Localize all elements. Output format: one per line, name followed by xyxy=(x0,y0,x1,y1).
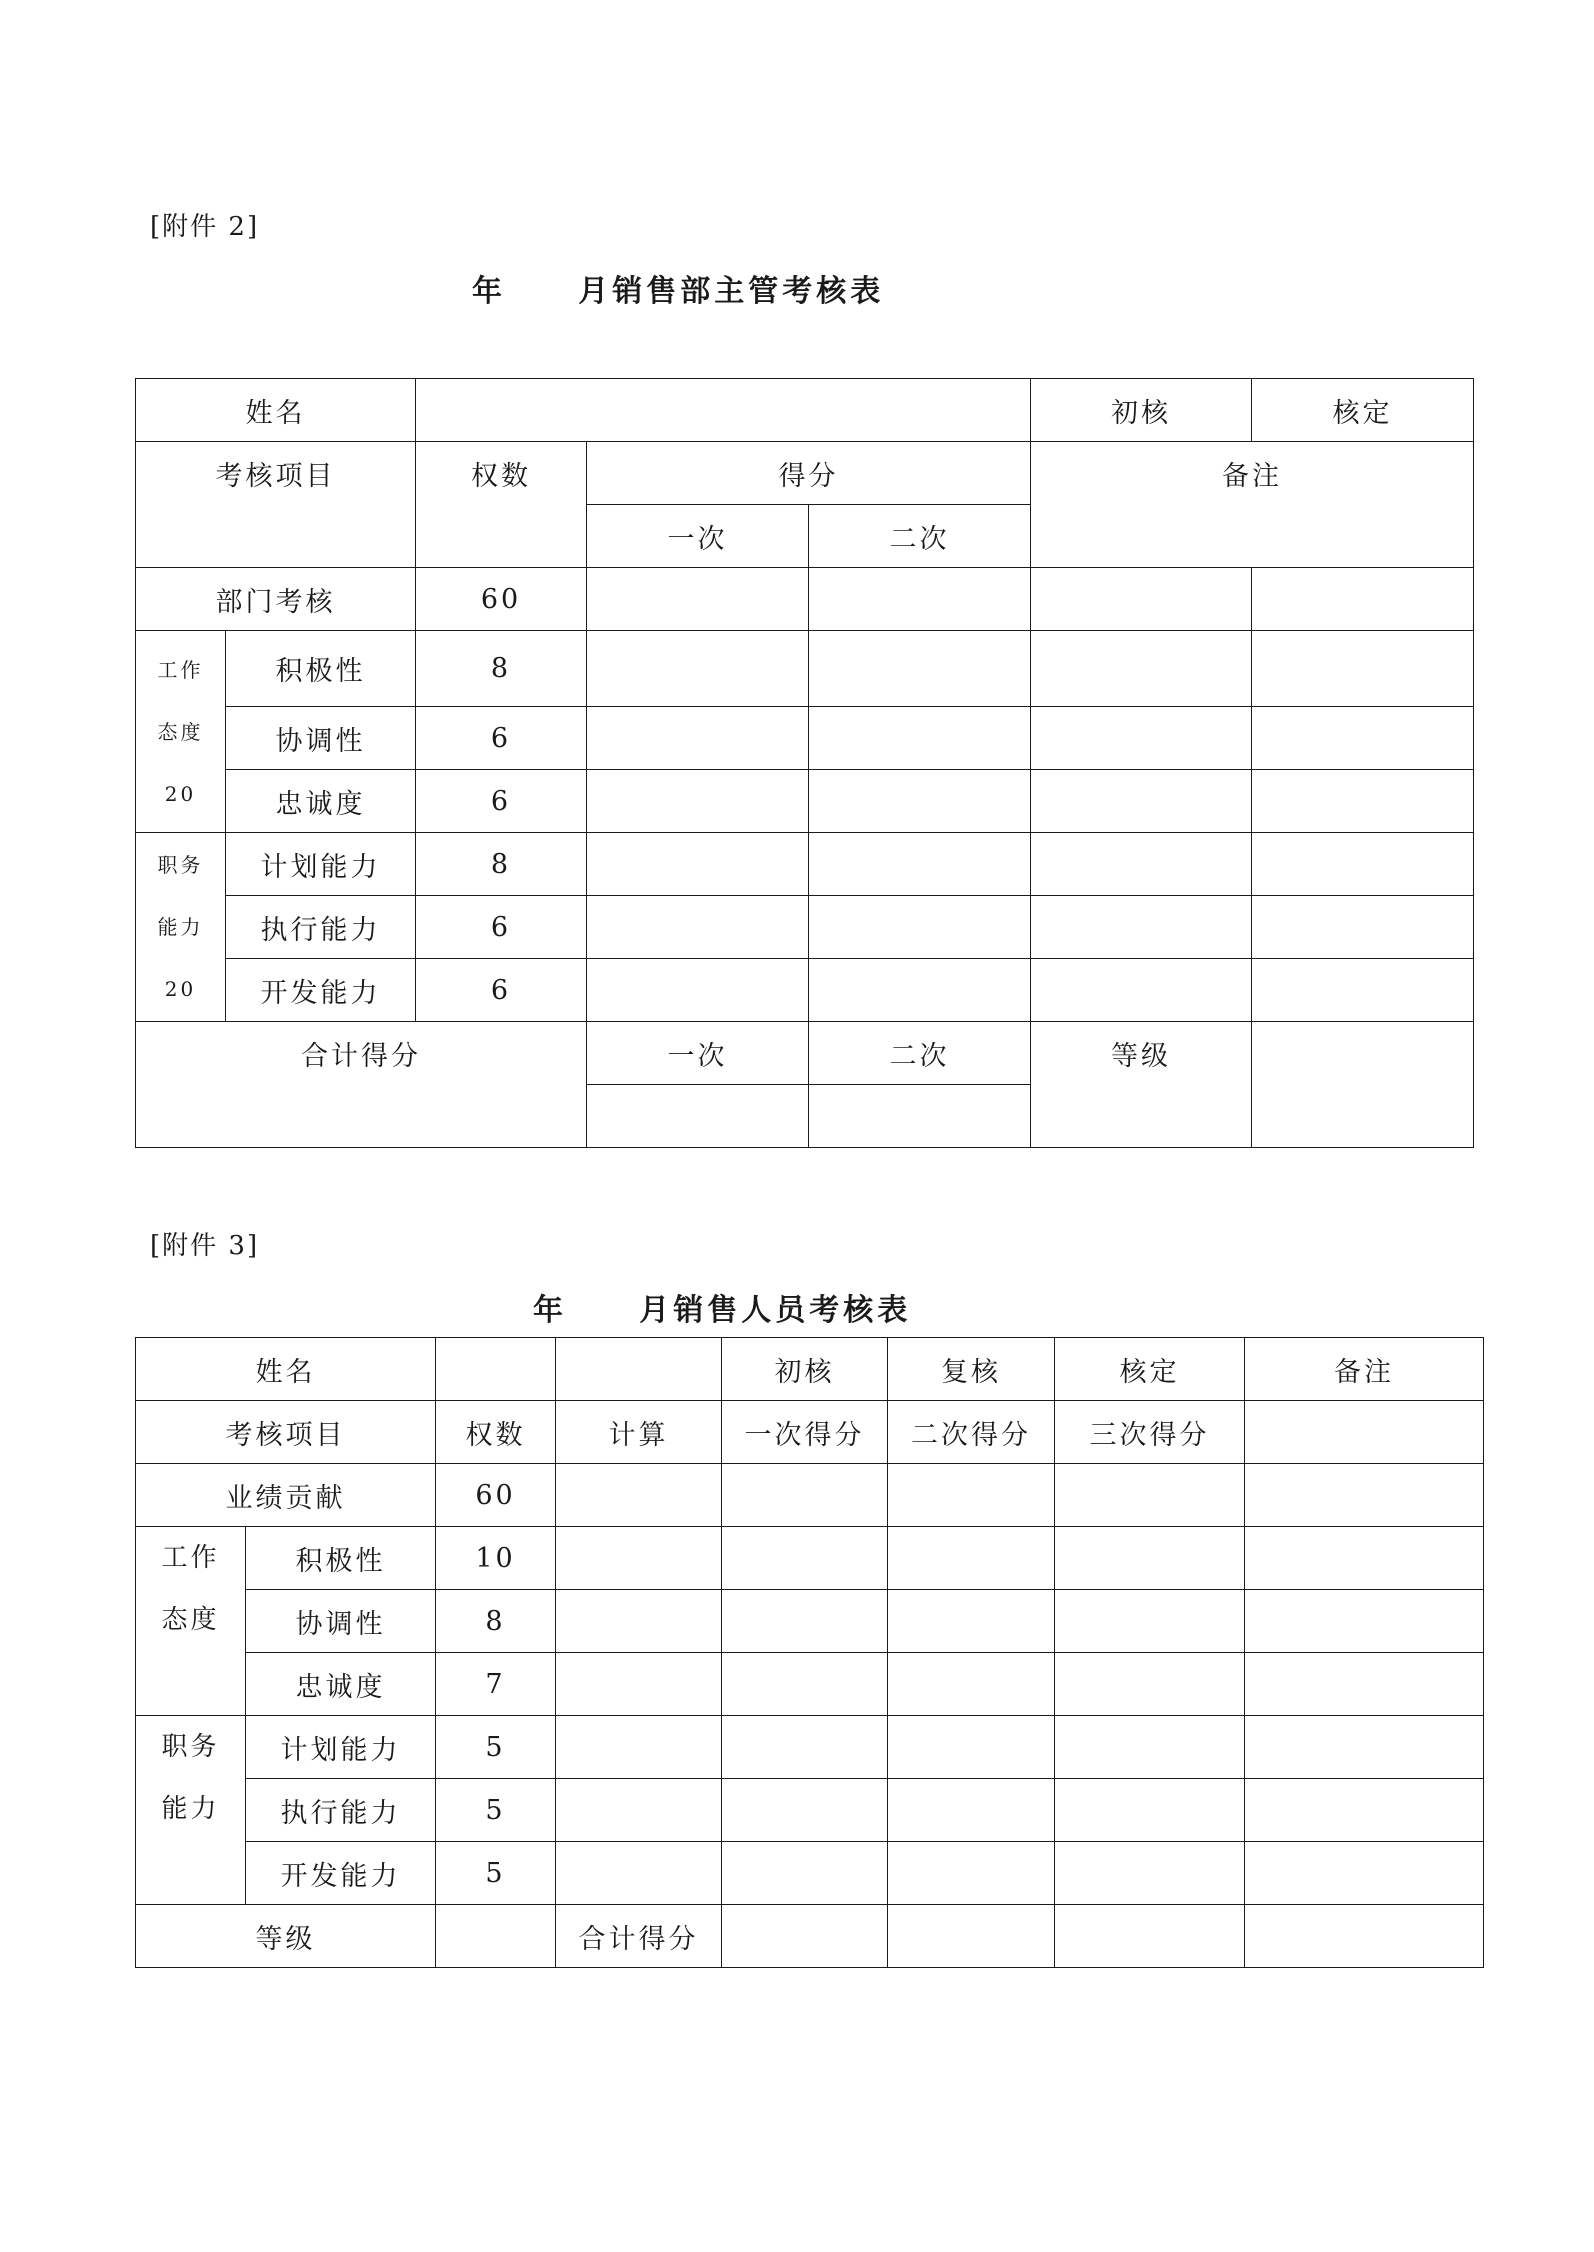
name-label: 姓名 xyxy=(136,379,416,442)
score-cell[interactable] xyxy=(587,707,809,770)
item-weight: 5 xyxy=(436,1779,556,1842)
item-weight: 6 xyxy=(416,896,587,959)
item-weight: 6 xyxy=(416,959,587,1022)
supervisor-assessment-table xyxy=(135,378,1474,1148)
grade-value-cell[interactable] xyxy=(1252,1022,1474,1148)
item-weight: 6 xyxy=(416,707,587,770)
score-cell[interactable] xyxy=(1055,1527,1245,1590)
item-label: 执行能力 xyxy=(246,1779,436,1842)
second-review-header: 复核 xyxy=(888,1338,1055,1401)
item-label: 计划能力 xyxy=(226,833,416,896)
weight-header: 权数 xyxy=(436,1401,556,1464)
score-cell[interactable] xyxy=(888,1527,1055,1590)
item-header: 考核项目 xyxy=(136,442,416,568)
score-cell[interactable] xyxy=(587,896,809,959)
score-cell[interactable] xyxy=(1055,1653,1245,1716)
score-cell[interactable] xyxy=(1055,1842,1245,1905)
score-cell[interactable] xyxy=(587,770,809,833)
group-label-line: 职务 xyxy=(157,853,204,877)
score-cell[interactable] xyxy=(809,631,1031,707)
sales-staff-assessment-table xyxy=(135,1337,1484,1968)
group-weight: 20 xyxy=(164,977,197,1001)
remark-cell[interactable] xyxy=(1245,1842,1484,1905)
calc-cell[interactable] xyxy=(556,1716,722,1779)
attachment-3-label: [附件 3] xyxy=(150,1231,260,1261)
third-score-header: 三次得分 xyxy=(1055,1401,1245,1464)
item-label: 忠诚度 xyxy=(246,1653,436,1716)
total-score-label: 合计得分 xyxy=(136,1022,587,1148)
group-weight: 20 xyxy=(164,781,197,806)
calc-cell[interactable] xyxy=(556,1527,722,1590)
job-ability-group xyxy=(136,833,226,1022)
total-second-cell[interactable] xyxy=(809,1085,1031,1148)
remark-cell[interactable] xyxy=(1252,568,1474,631)
score-cell[interactable] xyxy=(888,1779,1055,1842)
name-label: 姓名 xyxy=(136,1338,436,1401)
item-header: 考核项目 xyxy=(136,1401,436,1464)
total-cell[interactable] xyxy=(1055,1905,1245,1968)
score-header: 得分 xyxy=(587,442,1031,505)
total-score-label: 合计得分 xyxy=(556,1905,722,1968)
remark-cell[interactable] xyxy=(1031,707,1252,770)
total-first-cell[interactable] xyxy=(587,1085,809,1148)
remark-cell[interactable] xyxy=(1245,1527,1484,1590)
score-cell[interactable] xyxy=(722,1464,888,1527)
performance-label: 业绩贡献 xyxy=(136,1464,436,1527)
score-cell[interactable] xyxy=(809,959,1031,1022)
initial-review-header: 初核 xyxy=(1031,379,1252,442)
group-label-line: 能力 xyxy=(157,915,204,939)
performance-weight: 60 xyxy=(436,1464,556,1527)
work-attitude-group xyxy=(136,1527,246,1716)
initial-review-header: 初核 xyxy=(722,1338,888,1401)
item-label: 协调性 xyxy=(226,707,416,770)
group-label-line: 态度 xyxy=(161,1605,220,1635)
remark-cell[interactable] xyxy=(1245,1401,1484,1464)
score-cell[interactable] xyxy=(722,1653,888,1716)
remark-cell[interactable] xyxy=(1245,1590,1484,1653)
supervisor-assessment-title: 年 月销售部主管考核表 xyxy=(472,274,885,309)
calc-cell[interactable] xyxy=(556,1779,722,1842)
item-label: 开发能力 xyxy=(246,1842,436,1905)
remark-cell[interactable] xyxy=(1245,1464,1484,1527)
remark-cell[interactable] xyxy=(1252,896,1474,959)
remark-cell[interactable] xyxy=(1245,1653,1484,1716)
item-label: 积极性 xyxy=(226,631,416,707)
blank-cell[interactable] xyxy=(556,1338,722,1401)
score-cell[interactable] xyxy=(888,1653,1055,1716)
second-score-header: 二次得分 xyxy=(888,1401,1055,1464)
remark-cell[interactable] xyxy=(1031,631,1252,707)
remark-cell[interactable] xyxy=(1031,959,1252,1022)
score-cell[interactable] xyxy=(587,833,809,896)
remark-cell[interactable] xyxy=(1031,833,1252,896)
score-cell[interactable] xyxy=(722,1842,888,1905)
score-cell[interactable] xyxy=(888,1464,1055,1527)
score-cell[interactable] xyxy=(809,770,1031,833)
calc-cell[interactable] xyxy=(556,1653,722,1716)
first-score-header: 一次得分 xyxy=(722,1401,888,1464)
remark-cell[interactable] xyxy=(1252,631,1474,707)
score-cell[interactable] xyxy=(888,1716,1055,1779)
calc-header: 计算 xyxy=(556,1401,722,1464)
dept-review-weight: 60 xyxy=(416,568,587,631)
remark-header: 备注 xyxy=(1031,442,1474,568)
total-first-header: 一次 xyxy=(587,1022,809,1085)
final-review-header: 核定 xyxy=(1252,379,1474,442)
remark-cell[interactable] xyxy=(1252,770,1474,833)
remark-cell[interactable] xyxy=(1252,833,1474,896)
remark-cell[interactable] xyxy=(1252,959,1474,1022)
score-cell[interactable] xyxy=(1055,1716,1245,1779)
grade-value-cell[interactable] xyxy=(436,1905,556,1968)
group-label-line: 工作 xyxy=(161,1543,220,1573)
score-cell[interactable] xyxy=(722,1590,888,1653)
total-cell[interactable] xyxy=(1245,1905,1484,1968)
item-label: 计划能力 xyxy=(246,1716,436,1779)
group-label-line: 态度 xyxy=(157,719,204,744)
group-label-line: 能力 xyxy=(161,1794,220,1824)
calc-cell[interactable] xyxy=(556,1590,722,1653)
grade-label: 等级 xyxy=(136,1905,436,1968)
item-weight: 7 xyxy=(436,1653,556,1716)
score-cell[interactable] xyxy=(888,1842,1055,1905)
score-cell[interactable] xyxy=(809,833,1031,896)
score-cell[interactable] xyxy=(1055,1590,1245,1653)
total-cell[interactable] xyxy=(722,1905,888,1968)
item-weight: 5 xyxy=(436,1842,556,1905)
item-weight: 8 xyxy=(436,1590,556,1653)
item-label: 积极性 xyxy=(246,1527,436,1590)
job-ability-group xyxy=(136,1716,246,1905)
sales-staff-assessment-title: 年 月销售人员考核表 xyxy=(533,1293,912,1328)
work-attitude-group xyxy=(136,631,226,833)
group-label-line: 职务 xyxy=(161,1732,220,1762)
remark-cell[interactable] xyxy=(1031,770,1252,833)
item-weight: 6 xyxy=(416,770,587,833)
item-label: 协调性 xyxy=(246,1590,436,1653)
grade-label: 等级 xyxy=(1031,1022,1252,1148)
first-score-header: 一次 xyxy=(587,505,809,568)
weight-header: 权数 xyxy=(416,442,587,568)
remark-header: 备注 xyxy=(1245,1338,1484,1401)
second-score-header: 二次 xyxy=(809,505,1031,568)
score-cell[interactable] xyxy=(722,1716,888,1779)
calc-cell[interactable] xyxy=(556,1464,722,1527)
final-review-header: 核定 xyxy=(1055,1338,1245,1401)
item-weight: 8 xyxy=(416,833,587,896)
score-cell[interactable] xyxy=(587,631,809,707)
item-label: 执行能力 xyxy=(226,896,416,959)
total-second-header: 二次 xyxy=(809,1022,1031,1085)
item-weight: 10 xyxy=(436,1527,556,1590)
remark-cell[interactable] xyxy=(1031,896,1252,959)
item-label: 开发能力 xyxy=(226,959,416,1022)
score-cell[interactable] xyxy=(888,1590,1055,1653)
calc-cell[interactable] xyxy=(556,1842,722,1905)
group-label-line: 工作 xyxy=(157,657,204,682)
name-value-cell[interactable] xyxy=(436,1338,556,1401)
total-cell[interactable] xyxy=(888,1905,1055,1968)
item-weight: 5 xyxy=(436,1716,556,1779)
score-cell[interactable] xyxy=(1055,1779,1245,1842)
score-cell[interactable] xyxy=(722,1527,888,1590)
remark-cell[interactable] xyxy=(1252,707,1474,770)
dept-review-label: 部门考核 xyxy=(136,568,416,631)
remark-cell[interactable] xyxy=(1245,1779,1484,1842)
item-label: 忠诚度 xyxy=(226,770,416,833)
score-cell[interactable] xyxy=(809,896,1031,959)
remark-cell[interactable] xyxy=(1245,1716,1484,1779)
attachment-2-label: [附件 2] xyxy=(150,212,260,242)
remark-cell[interactable] xyxy=(1031,568,1252,631)
score-cell[interactable] xyxy=(809,568,1031,631)
item-weight: 8 xyxy=(416,631,587,707)
name-value-cell[interactable] xyxy=(416,379,1031,442)
score-cell[interactable] xyxy=(587,959,809,1022)
score-cell[interactable] xyxy=(809,707,1031,770)
score-cell[interactable] xyxy=(587,568,809,631)
score-cell[interactable] xyxy=(722,1779,888,1842)
score-cell[interactable] xyxy=(1055,1464,1245,1527)
